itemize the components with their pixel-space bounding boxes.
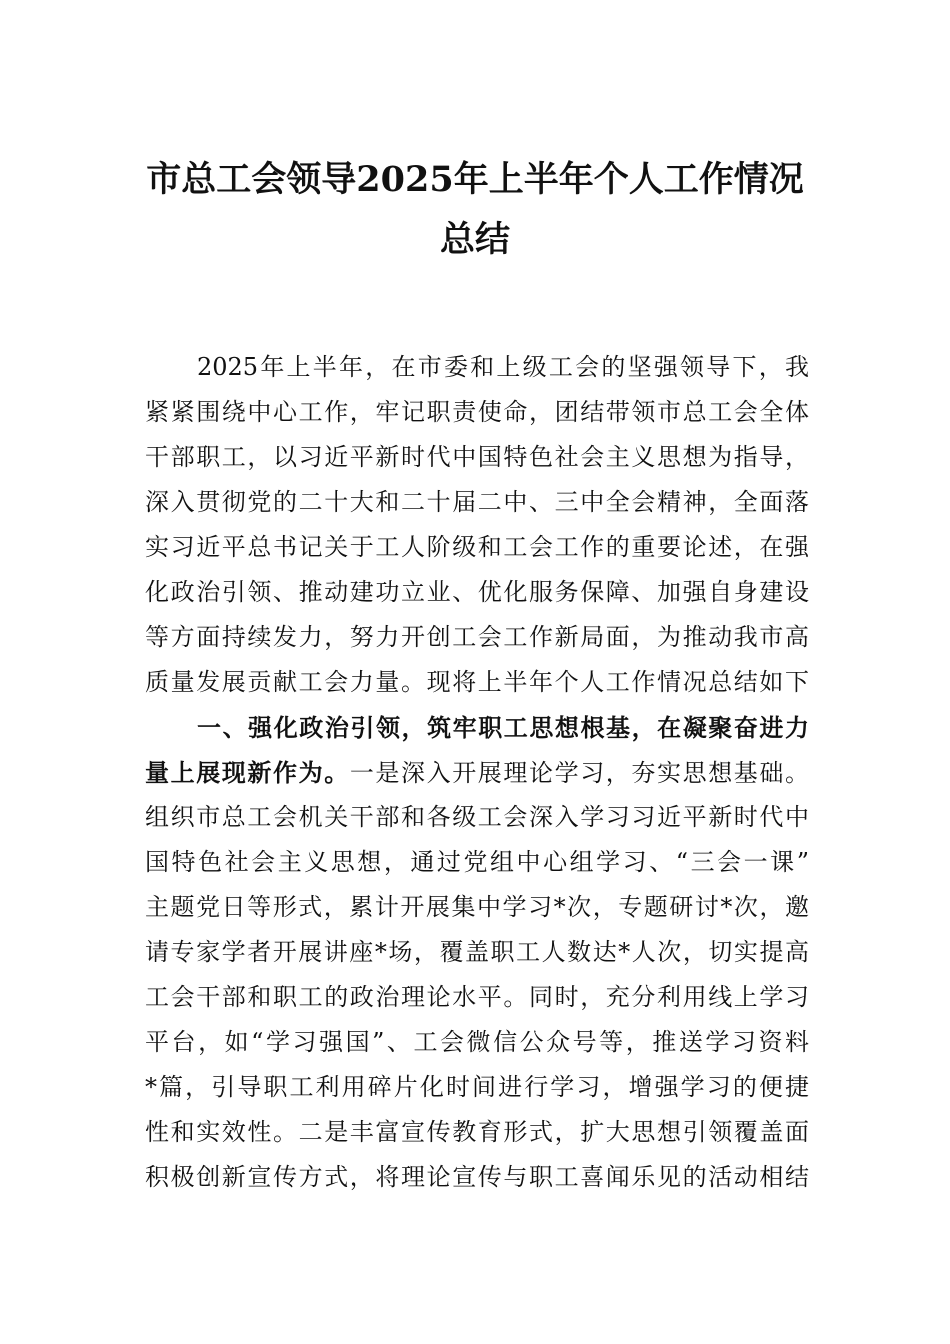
section-heading-continuation: [145, 750, 809, 795]
paragraph-line: 化政治引领、推动建功立业、优化服务保障、加强自身建设: [145, 578, 809, 606]
paragraph-line: 2025年上半年，在市委和上级工会的坚强领导下，我: [197, 353, 809, 381]
document-title: [120, 150, 830, 270]
paragraph-line: 国特色社会主义思想，通过党组中心组学习、“三会一课”: [145, 848, 809, 876]
paragraph-line: 性和实效性。二是丰富宣传教育形式，扩大思想引领覆盖面: [145, 1118, 809, 1146]
section-heading-tail: 量上展现新作为。: [145, 758, 350, 787]
paragraph-line: 平台，如“学习强国”、工会微信公众号等，推送学习资料: [145, 1028, 809, 1056]
paragraph-line: 等方面持续发力，努力开创工会工作新局面，为推动我市高: [145, 623, 809, 651]
paragraph-line: 质量发展贡献工会力量。现将上半年个人工作情况总结如下: [145, 668, 809, 696]
paragraph-line: 主题党日等形式，累计开展集中学习*次，专题研讨*次，邀: [145, 893, 809, 921]
paragraph-line: 工会干部和职工的政治理论水平。同时，充分利用线上学习: [145, 983, 809, 1011]
paragraph-line: 干部职工，以习近平新时代中国特色社会主义思想为指导，: [145, 443, 809, 471]
paragraph-inline-text: 一是深入开展理论学习，夯实思想基础。: [349, 759, 809, 787]
paragraph-line: 深入贯彻党的二十大和二十届二中、三中全会精神，全面落: [145, 488, 809, 516]
paragraph-line: 请专家学者开展讲座*场，覆盖职工人数达*人次，切实提高: [145, 938, 809, 966]
section-heading-line: 一、强化政治引领，筑牢职工思想根基，在凝聚奋进力: [197, 713, 809, 742]
paragraph-line: 实习近平总书记关于工人阶级和工会工作的重要论述，在强: [145, 533, 809, 561]
title-line-1: 市总工会领导2025年上半年个人工作情况: [146, 159, 804, 200]
document-body: [145, 345, 809, 1200]
title-line-2: 总结: [439, 219, 510, 260]
paragraph-line: 紧紧围绕中心工作，牢记职责使命，团结带领市总工会全体: [145, 398, 809, 426]
paragraph-line: *篇，引导职工利用碎片化时间进行学习，增强学习的便捷: [145, 1073, 809, 1101]
paragraph-line: 积极创新宣传方式，将理论宣传与职工喜闻乐见的活动相结: [145, 1163, 809, 1191]
paragraph-line: 组织市总工会机关干部和各级工会深入学习习近平新时代中: [145, 803, 809, 831]
